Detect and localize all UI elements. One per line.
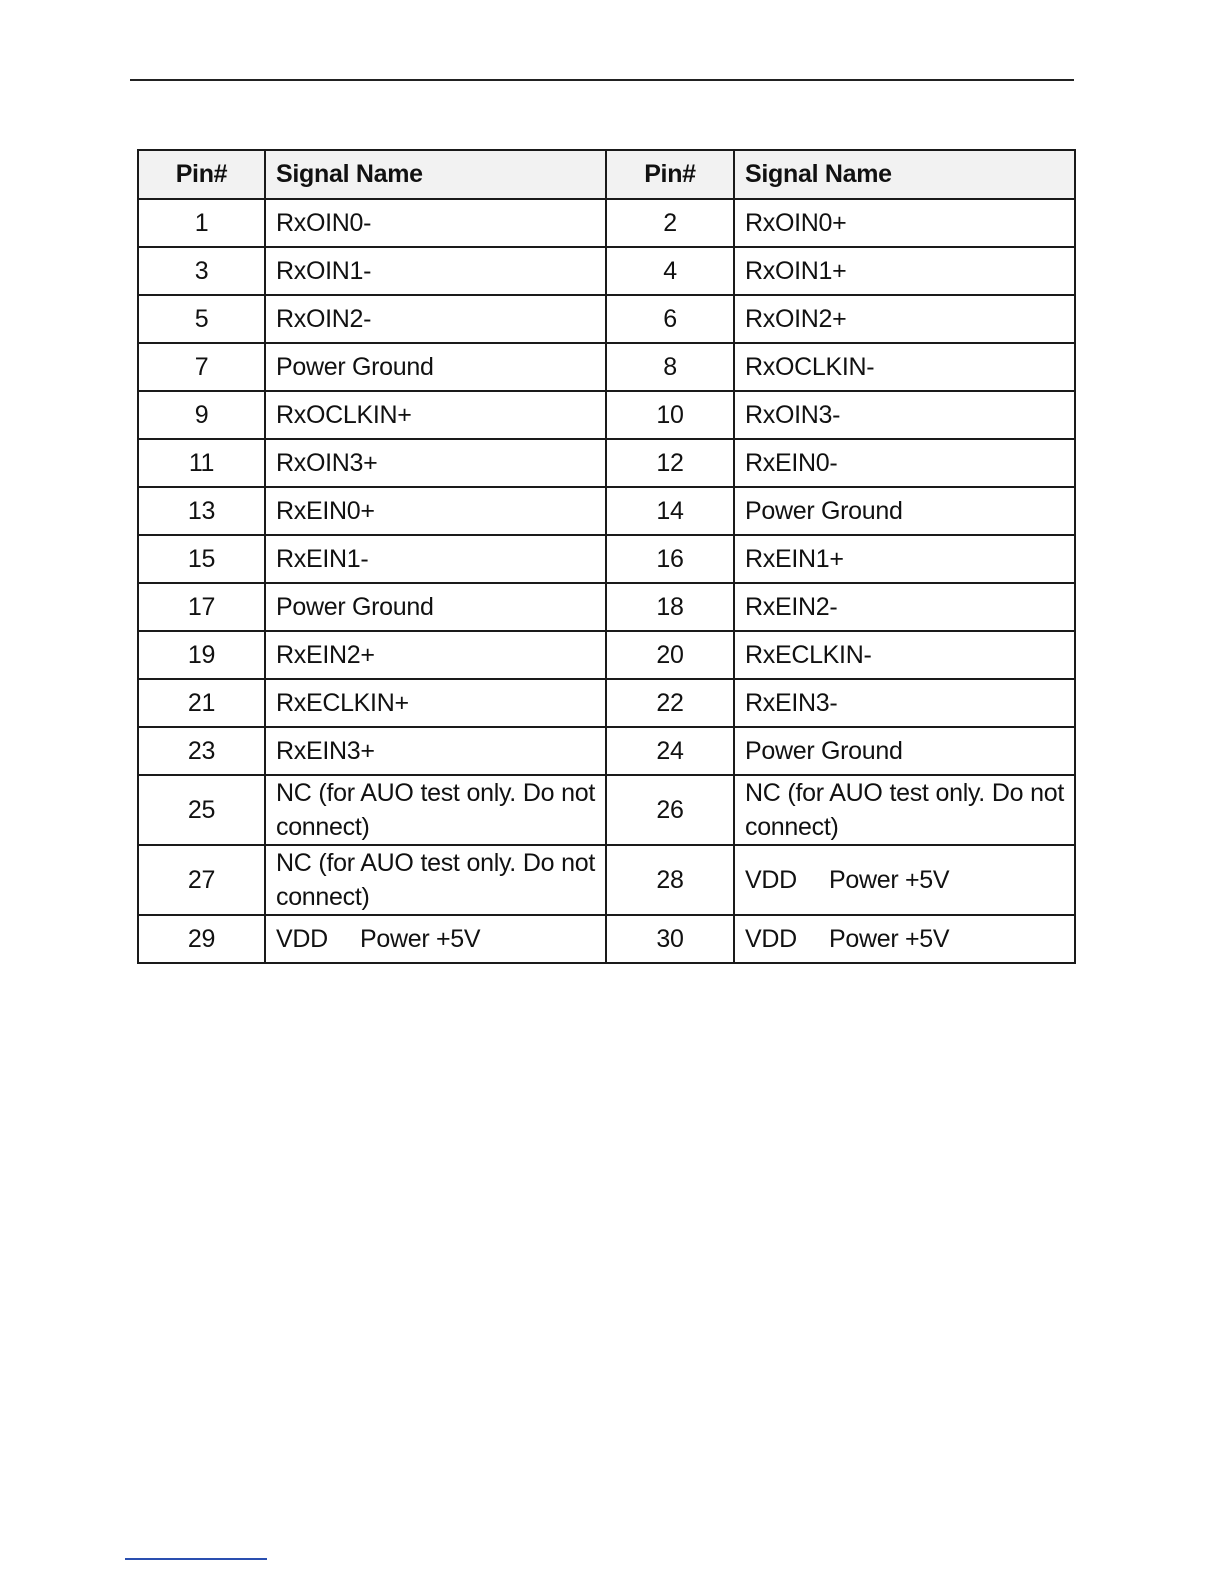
signal-name: RxOIN1-	[265, 247, 606, 295]
pin-number: 27	[138, 845, 265, 915]
pin-assignment-table	[137, 149, 1076, 964]
signal-name: NC (for AUO test only. Do not connect)	[265, 845, 606, 915]
pin-number: 19	[138, 631, 265, 679]
signal-description: Power +5V	[829, 866, 950, 894]
signal-cell	[734, 915, 1075, 963]
table-row	[138, 439, 1075, 487]
signal-name: RxOIN2+	[734, 295, 1075, 343]
table-header-row	[138, 150, 1075, 199]
pin-number: 24	[606, 727, 734, 775]
signal-name: RxEIN0-	[734, 439, 1075, 487]
signal-name: RxOIN3-	[734, 391, 1075, 439]
pin-number: 2	[606, 199, 734, 247]
signal-cell	[734, 845, 1075, 915]
signal-name: RxEIN3-	[734, 679, 1075, 727]
table-row	[138, 679, 1075, 727]
pin-number: 26	[606, 775, 734, 845]
pin-number: 18	[606, 583, 734, 631]
signal-name: RxEIN1-	[265, 535, 606, 583]
pin-number: 8	[606, 343, 734, 391]
pin-number: 29	[138, 915, 265, 963]
signal-name: Power Ground	[265, 583, 606, 631]
signal-description: Power +5V	[829, 925, 950, 953]
signal-name: VDD	[745, 866, 797, 894]
signal-name: Power Ground	[734, 727, 1075, 775]
table-row	[138, 343, 1075, 391]
signal-name: RxOIN0+	[734, 199, 1075, 247]
signal-name: RxOIN2-	[265, 295, 606, 343]
signal-cell	[265, 915, 606, 963]
table-row	[138, 295, 1075, 343]
signal-name: NC (for AUO test only. Do not connect)	[734, 775, 1075, 845]
table-row	[138, 391, 1075, 439]
pin-number: 25	[138, 775, 265, 845]
signal-name: NC (for AUO test only. Do not connect)	[265, 775, 606, 845]
signal-name: RxOIN3+	[265, 439, 606, 487]
signal-name: RxEIN2-	[734, 583, 1075, 631]
pin-number: 14	[606, 487, 734, 535]
signal-name: RxEIN0+	[265, 487, 606, 535]
header-pin-right: Pin#	[606, 150, 734, 199]
table-row	[138, 915, 1075, 963]
table-row	[138, 775, 1075, 845]
table-row	[138, 535, 1075, 583]
pin-number: 16	[606, 535, 734, 583]
signal-name: Power Ground	[265, 343, 606, 391]
pin-number: 6	[606, 295, 734, 343]
header-rule	[130, 79, 1074, 81]
table-row	[138, 845, 1075, 915]
signal-name: RxECLKIN+	[265, 679, 606, 727]
pin-number: 22	[606, 679, 734, 727]
footer-rule	[125, 1558, 267, 1560]
header-signal-right: Signal Name	[734, 150, 1075, 199]
signal-name: RxECLKIN-	[734, 631, 1075, 679]
table-row	[138, 631, 1075, 679]
pin-number: 3	[138, 247, 265, 295]
signal-name: RxOCLKIN-	[734, 343, 1075, 391]
pin-number: 21	[138, 679, 265, 727]
table-row	[138, 727, 1075, 775]
signal-name: RxOCLKIN+	[265, 391, 606, 439]
signal-name: RxEIN1+	[734, 535, 1075, 583]
pin-number: 11	[138, 439, 265, 487]
header-signal-left: Signal Name	[265, 150, 606, 199]
pin-number: 12	[606, 439, 734, 487]
pin-number: 13	[138, 487, 265, 535]
signal-name: Power Ground	[734, 487, 1075, 535]
pin-number: 10	[606, 391, 734, 439]
signal-name: VDD	[276, 925, 328, 953]
pin-number: 5	[138, 295, 265, 343]
header-pin-left: Pin#	[138, 150, 265, 199]
signal-name: RxOIN0-	[265, 199, 606, 247]
pin-number: 1	[138, 199, 265, 247]
table-row	[138, 583, 1075, 631]
pin-number: 15	[138, 535, 265, 583]
table-row	[138, 199, 1075, 247]
pin-number: 28	[606, 845, 734, 915]
pin-number: 23	[138, 727, 265, 775]
pin-number: 7	[138, 343, 265, 391]
pin-number: 17	[138, 583, 265, 631]
signal-description: Power +5V	[360, 925, 481, 953]
table-row	[138, 247, 1075, 295]
signal-name: RxEIN3+	[265, 727, 606, 775]
signal-name: RxOIN1+	[734, 247, 1075, 295]
pin-number: 4	[606, 247, 734, 295]
pin-number: 9	[138, 391, 265, 439]
pin-number: 30	[606, 915, 734, 963]
signal-name: RxEIN2+	[265, 631, 606, 679]
pin-number: 20	[606, 631, 734, 679]
table-row	[138, 487, 1075, 535]
signal-name: VDD	[745, 925, 797, 953]
